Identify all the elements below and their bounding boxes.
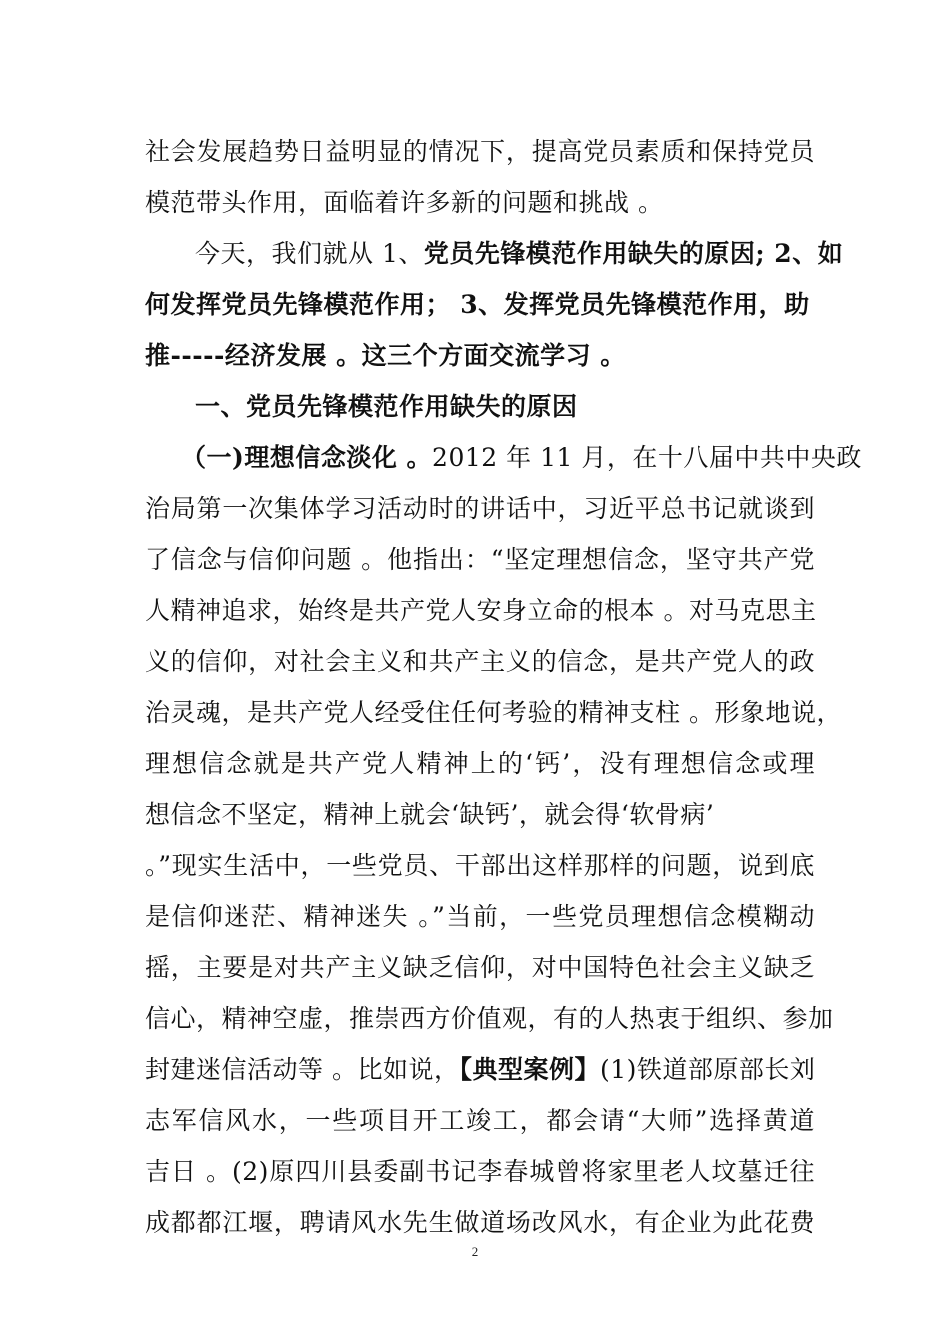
- text-run: 2012 年 11 月，在十八届中共中央政: [432, 443, 862, 472]
- paragraph-line: [145, 993, 834, 1044]
- text-run: 信心，精神空虚，推崇西方价值观，有的人热衷于组织、参加: [145, 1004, 834, 1033]
- subheading-text: （一)理想信念淡化 。: [181, 443, 433, 472]
- text-run: 摇，主要是对共产主义缺乏信仰，对中国特色社会主义缺乏: [145, 953, 815, 982]
- paragraph-line: [145, 585, 815, 636]
- paragraph-line: [145, 228, 844, 279]
- paragraph-line: [145, 177, 815, 228]
- text-run: (1)铁道部原部长刘: [599, 1055, 816, 1084]
- paragraph-line: [145, 534, 815, 585]
- paragraph-line: [145, 126, 815, 177]
- text-run: 模范带头作用，面临着许多新的问题和挑战 。: [145, 188, 664, 217]
- text-run: 了信念与信仰问题 。他指出：“坚定理想信念，坚守共产党: [145, 545, 815, 574]
- bold-text-run: 【典型案例】: [459, 1055, 600, 1084]
- paragraph-line: [145, 432, 862, 483]
- section-heading: [145, 381, 815, 432]
- paragraph-line: [145, 687, 842, 738]
- text-run: 理想信念就是共产党人精神上的‘钙’，没有理想信念或理: [145, 749, 815, 778]
- paragraph-line: [145, 738, 815, 789]
- text-run: 想信念不坚定，精神上就会‘缺钙’，就会得‘软骨病’: [145, 800, 715, 829]
- paragraph-line: [145, 840, 815, 891]
- paragraph-line: [145, 636, 815, 687]
- text-run: 今天，我们就从 1、: [195, 239, 424, 268]
- text-run: 社会发展趋势日益明显的情况下，提高党员素质和保持党员: [145, 137, 815, 166]
- page-number: 2: [471, 1244, 479, 1259]
- paragraph-line: [145, 789, 815, 840]
- text-run: 封建迷信活动等 。比如说，: [145, 1055, 460, 1084]
- text-run: 是信仰迷茫、精神迷失 。”当前，一些党员理想信念模糊动: [145, 902, 815, 931]
- text-run: 人精神追求，始终是共产党人安身立命的根本 。对马克思主: [145, 596, 817, 625]
- paragraph-line: [145, 942, 815, 993]
- paragraph-line: [145, 330, 815, 381]
- paragraph-line: [145, 1197, 815, 1248]
- paragraph-line: [145, 1146, 815, 1197]
- paragraph-line: [145, 483, 815, 534]
- paragraph-line: [145, 891, 815, 942]
- body-text: [145, 126, 862, 1248]
- text-run: 志军信风水，一些项目开工竣工，都会请“大师”选择黄道: [145, 1106, 815, 1135]
- text-run: 吉日 。(2)原四川县委副书记李春城曾将家里老人坟墓迁往: [145, 1157, 815, 1186]
- bold-text-run: 何发挥党员先锋模范作用； 3、发挥党员先锋模范作用，助: [145, 290, 810, 319]
- text-run: 。”现实生活中，一些党员、干部出这样那样的问题，说到底: [145, 851, 815, 880]
- text-run: 义的信仰，对社会主义和共产主义的信念，是共产党人的政: [145, 647, 815, 676]
- text-run: 成都都江堰，聘请风水先生做道场改风水，有企业为此花费: [145, 1208, 815, 1237]
- paragraph-line: [145, 1044, 815, 1095]
- paragraph-line: [145, 279, 815, 330]
- heading-text: 一、党员先锋模范作用缺失的原因: [195, 392, 578, 421]
- bold-text-run: 党员先锋模范作用缺失的原因; 2、如: [423, 239, 844, 268]
- bold-text-run: 推-----经济发展 。这三个方面交流学习 。: [145, 341, 626, 370]
- paragraph-line: [145, 1095, 815, 1146]
- text-run: 治局第一次集体学习活动时的讲话中，习近平总书记就谈到: [145, 494, 815, 523]
- text-run: 治灵魂，是共产党人经受住任何考验的精神支柱 。形象地说，: [145, 698, 842, 727]
